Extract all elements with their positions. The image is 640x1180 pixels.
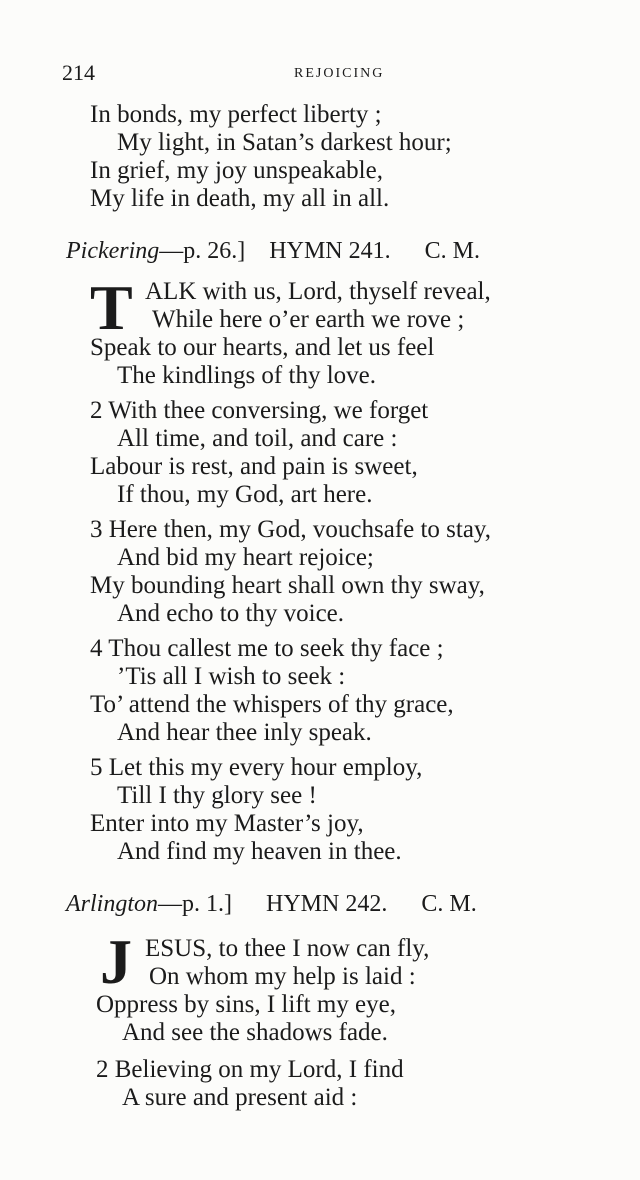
verse-line: The kindlings of thy love. [117,362,376,389]
hymn-heading [66,889,477,919]
page-header [62,60,572,90]
verse-line: And see the shadows fade. [122,1019,388,1046]
verse-line: Enter into my Master’s joy, [90,810,364,837]
verse-line: In grief, my joy unspeakable, [90,157,383,184]
running-title: REJOICING [294,66,385,81]
verse-line: If thou, my God, art here. [117,481,373,508]
verse-line: 3 Here then, my God, vouchsafe to stay, [90,516,492,543]
verse-line: While here o’er earth we rove ; [152,306,465,333]
hymn-number: HYMN 241. [269,238,391,264]
verse-line: My bounding heart shall own thy sway, [90,572,485,599]
tune-page-ref: —p. 26.] [159,238,246,264]
page-number: 214 [62,60,95,85]
verse-line: And echo to thy voice. [117,600,345,627]
hymn-meter: C. M. [421,891,477,917]
tune-page-ref: —p. 1.] [158,891,233,917]
verse-line: And bid my heart rejoice; [117,544,374,571]
tune-name: Arlington [66,891,159,917]
verse-line: Labour is rest, and pain is sweet, [90,453,418,480]
verse-line: 2 Believing on my Lord, I find [96,1056,404,1083]
verse-line: To’ attend the whispers of thy grace, [90,691,454,718]
verse-line: Oppress by sins, I lift my eye, [96,991,396,1018]
verse-line: And hear thee inly speak. [117,719,372,746]
verse-line: 2 With thee conversing, we forget [90,397,429,424]
verse-line: Speak to our hearts, and let us feel [90,334,435,361]
drop-cap: J [100,926,132,997]
verse-line: My light, in Satan’s darkest hour; [117,129,452,156]
verse-line: All time, and toil, and care : [117,425,398,452]
verse-line: Till I thy glory see ! [117,782,317,809]
hymn-number: HYMN 242. [266,891,388,917]
verse-line: 5 Let this my every hour employ, [90,754,423,781]
verse-line: And find my heaven in thee. [117,838,402,865]
tune-name: Pickering [66,238,160,264]
verse-line: My life in death, my all in all. [90,185,390,212]
verse-line: On whom my help is laid : [149,963,416,990]
hymn-heading [66,236,480,266]
verse-line: ALK with us, Lord, thyself reveal, [145,278,491,305]
verse-line: ESUS, to thee I now can fly, [145,935,430,962]
hymn-meter: C. M. [424,238,480,264]
verse-line: 4 Thou callest me to seek thy face ; [90,635,444,662]
drop-cap: T [90,272,133,343]
verse-line: In bonds, my perfect liberty ; [90,101,382,128]
verse-line: A sure and present aid : [122,1084,358,1111]
verse-line: ’Tis all I wish to seek : [117,663,346,690]
